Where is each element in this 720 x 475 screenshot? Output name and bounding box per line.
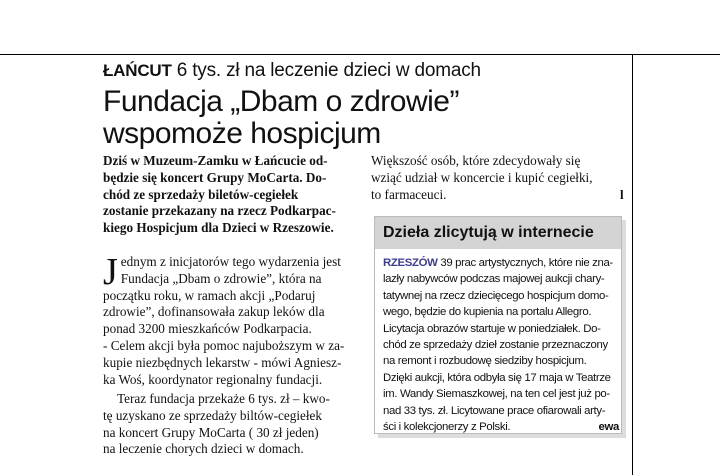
sidebar-line: lazły nabywców podczas majowej aukcji chary- (383, 273, 605, 286)
sidebar-line: chód ze sprzedaży dzieł zostanie przeznaczony (383, 339, 608, 352)
body-paragraph-1 (103, 251, 358, 388)
sidebar-line: nad 33 tys. zł. Licytowane prace ofiarowali arty- (383, 404, 606, 417)
body-line: tę uzyskano ze sprzedaży biltów-cegiełek (103, 407, 322, 423)
body-line: kupie niezbędnych lekarstw - mówi Agniesz- (103, 354, 342, 370)
body-line: Teraz fundacja przekaże 6 tys. zł – kwo- (117, 391, 330, 406)
lead-paragraph (103, 153, 358, 237)
kicker (103, 60, 481, 82)
kicker-location: ŁAŃCUT (103, 61, 172, 80)
sidebar-line: Licytacja obrazów startuje w poniedziałek. Do- (383, 322, 601, 335)
headline-line: Fundacja „Dbam o zdrowie” (103, 85, 459, 118)
lead-line: będzie się koncert Grupy MoCarta. Do- (103, 169, 327, 185)
body-line: wziąć udział w koncercie i kupić cegiełki, (371, 169, 593, 185)
sidebar-line: na remont i rozbudowę siedziby hospicjum. (383, 355, 587, 368)
sidebar-line: Dzięki aukcji, która odbyła się 17 maja w Teatrze (383, 371, 611, 384)
body-line: ponad 3200 mieszkańców Podkarpacia. (103, 321, 312, 337)
body-line: - Celem akcji była pomoc najuboższym w za- (103, 337, 345, 353)
lead-line: chód ze sprzedaży biletów-cegiełek (103, 186, 299, 202)
right-column-rule (632, 55, 633, 475)
sidebar-text (383, 255, 619, 435)
body-line: początku roku, w ramach akcji „Podaruj (103, 287, 316, 303)
drop-cap: J (103, 251, 118, 293)
body-line: na koncert Grupy MoCarta ( 30 zł jeden) (103, 424, 319, 440)
lead-line: kiego Hospicjum dla Dzieci w Rzeszowie. (103, 220, 334, 236)
body-line: to farmaceuci. (371, 186, 447, 202)
headline (103, 86, 623, 150)
sidebar-title: Dzieła zlicytują w internecie (375, 217, 621, 249)
sidebar-line: im. Wandy Siemaszkowej, na ten cel jest już po- (383, 388, 610, 401)
sidebar-box (374, 216, 622, 434)
lead-line: zostanie przekazany na rzecz Podkarpac- (103, 203, 336, 219)
body-line: ka Woś, koordynator regionalny fundacji. (103, 371, 323, 387)
sidebar-line: wego, będzie do kupienia na portalu Allegro. (383, 306, 592, 319)
sidebar-line (383, 419, 619, 435)
body-line: Fundacja „Dbam o zdrowie”, która na (120, 270, 322, 286)
end-mark: l (620, 187, 624, 202)
top-rule (0, 54, 720, 55)
body-line: na leczenie chorych dzieci w domach. (103, 441, 304, 457)
lead-line: Dziś w Muzeum-Zamku w Łańcucie od- (103, 153, 328, 168)
sidebar-line: tatywnej na rzecz dziecięcego hospicjum domo- (383, 289, 609, 302)
sidebar-first-line: 39 prac artystycznych, które nie zna- (440, 257, 613, 269)
sidebar-last-line: ści i kolekcjonerzy z Polski. (383, 421, 511, 434)
second-column-text (371, 153, 626, 203)
sidebar-signature: ewa (598, 421, 619, 434)
body-paragraph-2 (103, 391, 358, 458)
sidebar-line (383, 255, 619, 271)
kicker-text: 6 tys. zł na leczenie dzieci w domach (176, 60, 481, 81)
body-line: ednym z inicjatorów tego wydarzenia jest (120, 254, 341, 269)
sidebar-location: RZESZÓW (383, 257, 438, 269)
body-line: zdrowie”, dofinansowała zakup leków dla (103, 304, 325, 320)
headline-line: wspomoże hospicjum (103, 117, 381, 150)
body-line: Większość osób, które zdecydowały się (371, 153, 581, 168)
